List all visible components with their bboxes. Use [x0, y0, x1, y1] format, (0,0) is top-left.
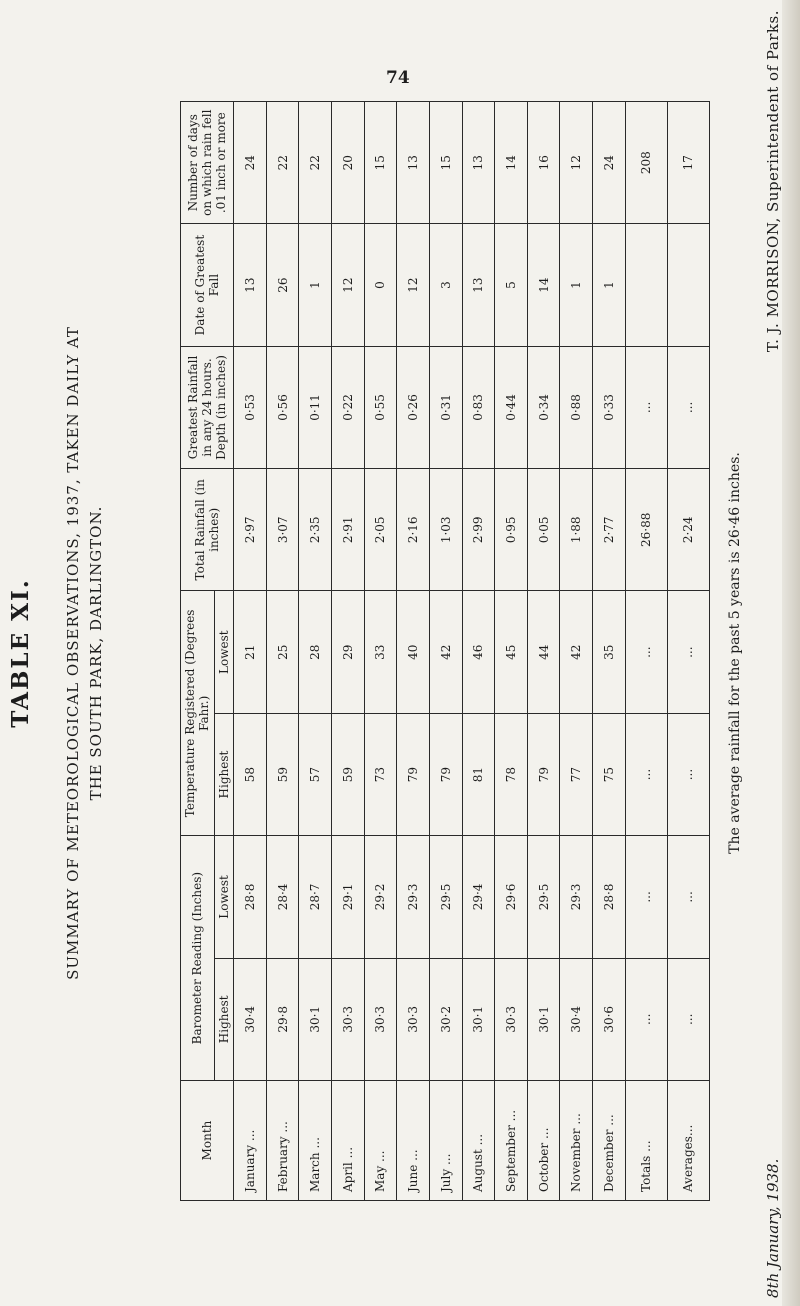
month-cell: April ...: [332, 1081, 365, 1201]
empty-cell: ...: [667, 836, 709, 958]
average-rainfall-note: The average rainfall for the past 5 years is 26·46 inches.: [727, 452, 743, 854]
rain-cell: 2·91: [332, 469, 365, 591]
empty-cell: [625, 224, 667, 346]
temp-low-cell: 42: [560, 591, 593, 713]
header-greatest-rainfall: Greatest Rainfall in any 24 hours. Depth (in inches): [181, 346, 234, 468]
rain-cell: 2·16: [397, 469, 430, 591]
baro-high-cell: 30·4: [560, 958, 593, 1080]
days-cell: 22: [299, 102, 332, 224]
header-month: Month: [181, 1081, 234, 1201]
temp-high-cell: 59: [332, 713, 365, 835]
table-label: TABLE XI.: [7, 578, 34, 728]
empty-cell: ...: [625, 958, 667, 1080]
empty-cell: ...: [667, 346, 709, 468]
date-cell: 13: [234, 224, 267, 346]
days-cell: 22: [266, 102, 299, 224]
month-cell: October ...: [527, 1081, 560, 1201]
signature-line: T. J. MORRISON, Superintendent of Parks.: [764, 10, 782, 353]
rain-cell: 1·03: [429, 469, 462, 591]
page-edge-shadow: [782, 0, 800, 1306]
report-date: 8th January, 1938.: [764, 1158, 782, 1298]
days-cell: 15: [429, 102, 462, 224]
temp-high-cell: 79: [397, 713, 430, 835]
table-row: [527, 102, 560, 1201]
temp-low-cell: 46: [462, 591, 495, 713]
baro-low-cell: 29·3: [397, 836, 430, 958]
table-row: [266, 102, 299, 1201]
baro-low-cell: 29·2: [364, 836, 397, 958]
greatest-cell: 0·26: [397, 346, 430, 468]
temp-low-cell: 21: [234, 591, 267, 713]
table-row: [299, 102, 332, 1201]
baro-high-cell: 30·2: [429, 958, 462, 1080]
totals-days: 208: [625, 102, 667, 224]
temp-low-cell: 40: [397, 591, 430, 713]
days-cell: 20: [332, 102, 365, 224]
empty-cell: ...: [625, 591, 667, 713]
averages-label: Averages...: [667, 1081, 709, 1201]
date-cell: 3: [429, 224, 462, 346]
month-cell: November ...: [560, 1081, 593, 1201]
empty-cell: [667, 224, 709, 346]
date-cell: 12: [332, 224, 365, 346]
baro-low-cell: 29·1: [332, 836, 365, 958]
temp-high-cell: 77: [560, 713, 593, 835]
days-cell: 15: [364, 102, 397, 224]
greatest-cell: 0·31: [429, 346, 462, 468]
table-row: [332, 102, 365, 1201]
date-cell: 1: [593, 224, 626, 346]
empty-cell: ...: [667, 591, 709, 713]
baro-high-cell: 29·8: [266, 958, 299, 1080]
date-cell: 5: [495, 224, 528, 346]
rain-cell: 2·35: [299, 469, 332, 591]
rain-cell: 2·05: [364, 469, 397, 591]
observations-table: [180, 101, 710, 1201]
temp-high-cell: 58: [234, 713, 267, 835]
date-cell: 1: [560, 224, 593, 346]
header-temperature: Temperature Registered (Degrees Fahr.): [181, 591, 215, 836]
temp-low-cell: 29: [332, 591, 365, 713]
header-baro-highest: Highest: [214, 958, 233, 1080]
table-row: [593, 102, 626, 1201]
empty-cell: ...: [667, 958, 709, 1080]
baro-low-cell: 28·8: [593, 836, 626, 958]
header-temp-highest: Highest: [214, 713, 233, 835]
baro-high-cell: 30·3: [364, 958, 397, 1080]
header-rain-days: Number of days on which rain fell .01 inch or more: [181, 102, 234, 224]
month-cell: September ...: [495, 1081, 528, 1201]
rain-cell: 2·77: [593, 469, 626, 591]
temp-high-cell: 79: [527, 713, 560, 835]
days-cell: 12: [560, 102, 593, 224]
summary-title: SUMMARY OF METEOROLOGICAL OBSERVATIONS, 1937, TAKEN DAILY AT: [64, 326, 82, 980]
month-cell: December ...: [593, 1081, 626, 1201]
days-cell: 13: [397, 102, 430, 224]
header-baro-lowest: Lowest: [214, 836, 233, 958]
empty-cell: ...: [625, 346, 667, 468]
table-row: [429, 102, 462, 1201]
greatest-cell: 0·33: [593, 346, 626, 468]
totals-row: [625, 102, 667, 1201]
baro-low-cell: 28·8: [234, 836, 267, 958]
greatest-cell: 0·53: [234, 346, 267, 468]
month-cell: February ...: [266, 1081, 299, 1201]
table-row: [495, 102, 528, 1201]
date-cell: 0: [364, 224, 397, 346]
greatest-cell: 0·11: [299, 346, 332, 468]
rain-cell: 0·05: [527, 469, 560, 591]
baro-low-cell: 29·4: [462, 836, 495, 958]
rain-cell: 2·99: [462, 469, 495, 591]
month-cell: August ...: [462, 1081, 495, 1201]
date-cell: 1: [299, 224, 332, 346]
temp-low-cell: 45: [495, 591, 528, 713]
baro-low-cell: 29·3: [560, 836, 593, 958]
greatest-cell: 0·34: [527, 346, 560, 468]
table-row: [462, 102, 495, 1201]
totals-rain: 26·88: [625, 469, 667, 591]
temp-low-cell: 35: [593, 591, 626, 713]
header-date-greatest: Date of Greatest Fall: [181, 224, 234, 346]
baro-high-cell: 30·6: [593, 958, 626, 1080]
greatest-cell: 0·44: [495, 346, 528, 468]
totals-label: Totals ...: [625, 1081, 667, 1201]
header-barometer: Barometer Reading (Inches): [181, 836, 215, 1081]
baro-low-cell: 28·4: [266, 836, 299, 958]
days-cell: 16: [527, 102, 560, 224]
table-row: [560, 102, 593, 1201]
greatest-cell: 0·56: [266, 346, 299, 468]
days-cell: 13: [462, 102, 495, 224]
baro-low-cell: 29·6: [495, 836, 528, 958]
baro-high-cell: 30·3: [495, 958, 528, 1080]
rain-cell: 1·88: [560, 469, 593, 591]
month-cell: January ...: [234, 1081, 267, 1201]
month-cell: May ...: [364, 1081, 397, 1201]
averages-rain: 2·24: [667, 469, 709, 591]
header-total-rainfall: Total Rainfall (in inches): [181, 469, 234, 591]
days-cell: 24: [593, 102, 626, 224]
date-cell: 14: [527, 224, 560, 346]
baro-high-cell: 30·1: [462, 958, 495, 1080]
greatest-cell: 0·55: [364, 346, 397, 468]
empty-cell: ...: [667, 713, 709, 835]
temp-low-cell: 28: [299, 591, 332, 713]
month-cell: July ...: [429, 1081, 462, 1201]
temp-high-cell: 59: [266, 713, 299, 835]
date-cell: 26: [266, 224, 299, 346]
date-cell: 13: [462, 224, 495, 346]
averages-days: 17: [667, 102, 709, 224]
greatest-cell: 0·22: [332, 346, 365, 468]
greatest-cell: 0·88: [560, 346, 593, 468]
averages-row: [667, 102, 709, 1201]
table-row: [364, 102, 397, 1201]
baro-low-cell: 29·5: [527, 836, 560, 958]
date-cell: 12: [397, 224, 430, 346]
rain-cell: 3·07: [266, 469, 299, 591]
baro-high-cell: 30·1: [299, 958, 332, 1080]
rain-cell: 2·97: [234, 469, 267, 591]
baro-high-cell: 30·3: [397, 958, 430, 1080]
summary-subtitle: THE SOUTH PARK, DARLINGTON.: [87, 505, 105, 801]
empty-cell: ...: [625, 713, 667, 835]
table-row: [397, 102, 430, 1201]
baro-low-cell: 29·5: [429, 836, 462, 958]
baro-high-cell: 30·4: [234, 958, 267, 1080]
temp-low-cell: 42: [429, 591, 462, 713]
days-cell: 14: [495, 102, 528, 224]
rain-cell: 0·95: [495, 469, 528, 591]
temp-high-cell: 75: [593, 713, 626, 835]
baro-high-cell: 30·3: [332, 958, 365, 1080]
temp-high-cell: 78: [495, 713, 528, 835]
page-number: 74: [386, 68, 410, 88]
header-temp-lowest: Lowest: [214, 591, 233, 713]
temp-high-cell: 57: [299, 713, 332, 835]
table-row: [234, 102, 267, 1201]
baro-low-cell: 28·7: [299, 836, 332, 958]
empty-cell: ...: [625, 836, 667, 958]
temp-low-cell: 44: [527, 591, 560, 713]
month-cell: March ...: [299, 1081, 332, 1201]
temp-low-cell: 33: [364, 591, 397, 713]
month-cell: June ...: [397, 1081, 430, 1201]
baro-high-cell: 30·1: [527, 958, 560, 1080]
temp-low-cell: 25: [266, 591, 299, 713]
greatest-cell: 0·83: [462, 346, 495, 468]
days-cell: 24: [234, 102, 267, 224]
temp-high-cell: 79: [429, 713, 462, 835]
temp-high-cell: 73: [364, 713, 397, 835]
temp-high-cell: 81: [462, 713, 495, 835]
